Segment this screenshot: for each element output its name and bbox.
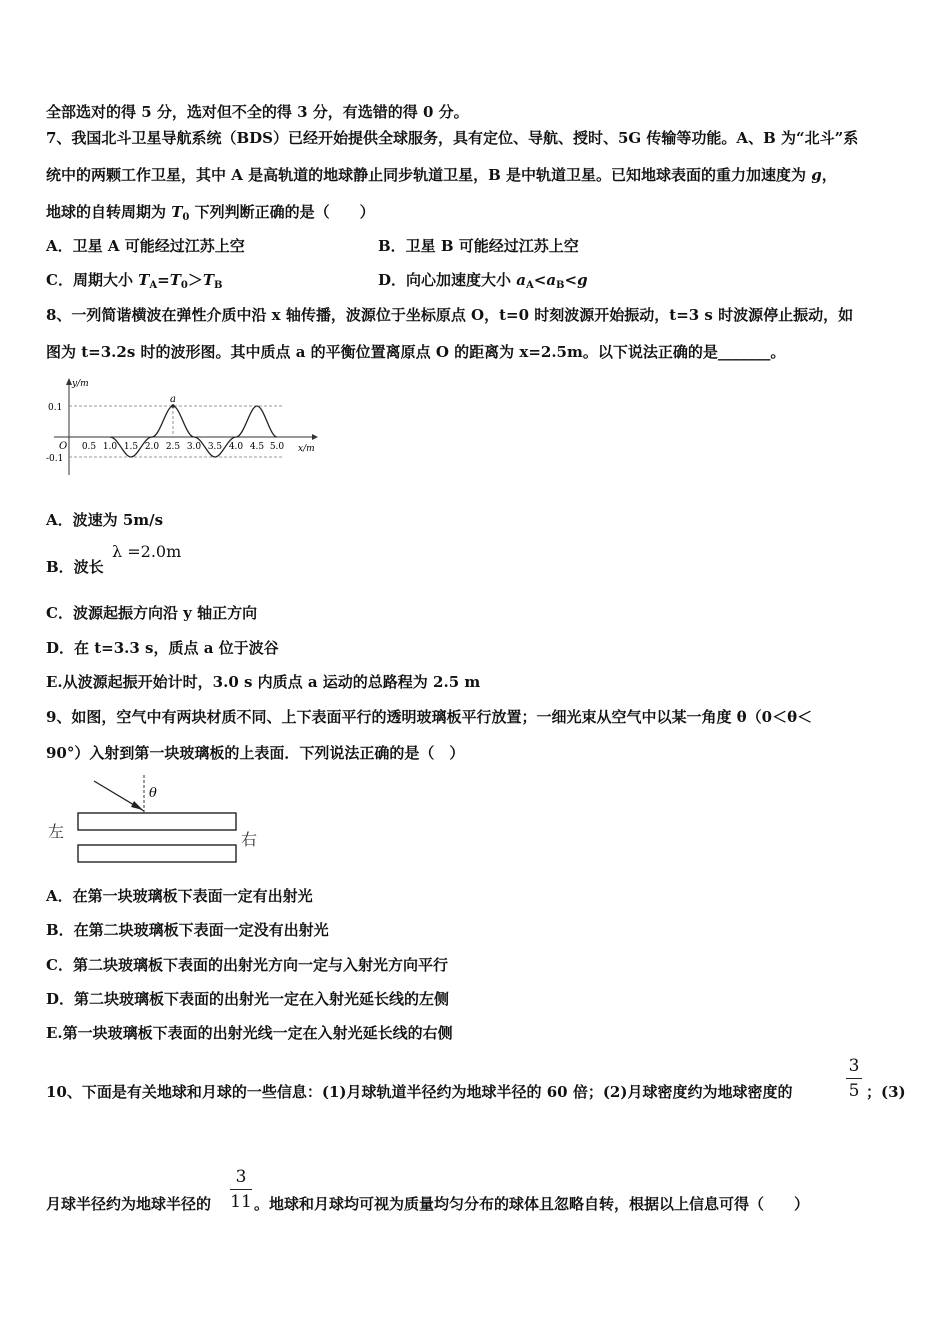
x-tick-2.5: 2.5 [165,442,181,452]
point-a-label: a [170,394,176,405]
x-tick-1.5: 1.5 [123,442,139,452]
q8-lambda-formula: λ =2.0m [112,542,182,561]
y-tick-neg: -0.1 [46,454,64,464]
x-tick-4.5: 4.5 [249,442,265,452]
q9-option-a: A．在第一块玻璃板下表面一定有出射光 [46,887,313,905]
glass-plate-2 [78,845,236,862]
x-tick-2.0: 2.0 [144,442,160,452]
origin-label: O [59,441,68,452]
q7-option-a: A．卫星 A 可能经过江苏上空 [46,237,245,255]
q9-option-d: D．第二块玻璃板下表面的出射光一定在入射光延长线的左侧 [46,990,450,1008]
ray-arrowhead [131,801,143,810]
q8-option-d: D．在 t=3.3 s，质点 a 位于波谷 [46,639,279,657]
x-tick-0.5: 0.5 [81,442,97,452]
q10-line-1-tail: ；(3) [866,1083,906,1101]
q8-wave-graph [44,375,319,480]
q8-stem-line-1: 8、一列简谐横波在弹性介质中沿 x 轴传播，波源位于坐标原点 O，t=0 时刻波源开始振动，t=3 s 时波源停止振动，如 [46,306,854,324]
q7-option-c: C．周期大小 $T_A=T_0>T_B$ [46,271,223,291]
q10-fraction-3-5: 3 5 [846,1056,862,1101]
q9-option-b: B．在第二块玻璃板下表面一定没有出射光 [46,921,329,939]
q9-glass-plates-figure [46,773,268,871]
q9-stem-line-1: 9、如图，空气中有两块材质不同、上下表面平行的透明玻璃板平行放置；一细光束从空气中以某一角度 θ（0＜θ＜ [46,708,813,726]
q10-fraction-3-11: 3 11 [230,1167,252,1212]
theta-label: θ [149,786,157,801]
x-tick-4.0: 4.0 [228,442,244,452]
right-label: 右 [241,830,258,849]
q7-option-d: D．向心加速度大小 $a_A<a_B<g$ [378,271,588,291]
x-axis-label: x/m [298,444,315,454]
intro-line: 全部选对的得 5 分，选对但不全的得 3 分，有选错的得 0 分。 [46,103,469,121]
x-tick-3.5: 3.5 [207,442,223,452]
x-tick-3.0: 3.0 [186,442,202,452]
q9-stem-line-2: 90°）入射到第一块玻璃板的上表面．下列说法正确的是（ ） [46,744,465,762]
q8-stem-line-2: 图为 t=3.2s 时的波形图。其中质点 a 的平衡位置离原点 O 的距离为 x=2.5m。以下说法正确的是_______。 [46,343,786,361]
q7-stem-line-2: 统中的两颗工作卫星，其中 A 是高轨道的地球静止同步轨道卫星，B 是中轨道卫星。已知地球表面的重力加速度为 g， [46,166,837,184]
q8-option-e: E.从波源起振开始计时，3.0 s 内质点 a 运动的总路程为 2.5 m [46,673,481,691]
q7-stem-line-3: 地球的自转周期为 $T_0$ 下列判断正确的是（ ） [46,203,375,223]
q10-stem-line-2-pre: 月球半径约为地球半径的 [46,1195,212,1213]
q7-option-b: B．卫星 B 可能经过江苏上空 [378,237,579,255]
left-label: 左 [48,822,65,841]
glass-plate-1 [78,813,236,830]
q9-option-e: E.第一块玻璃板下表面的出射光线一定在入射光延长线的右侧 [46,1024,453,1042]
x-tick-5.0: 5.0 [269,442,285,452]
q9-option-c: C．第二块玻璃板下表面的出射光方向一定与入射光方向平行 [46,956,448,974]
y-axis-label: y/m [72,379,89,389]
q8-option-a: A．波速为 5m/s [46,511,164,529]
q8-option-c: C．波源起振方向沿 y 轴正方向 [46,604,258,622]
y-tick-pos: 0.1 [48,403,63,413]
q7-stem-line-1: 7、我国北斗卫星导航系统（BDS）已经开始提供全球服务，具有定位、导航、授时、5G 传输等功能。A、B 为“北斗”系 [46,129,859,147]
q10-stem-line-1: 10、下面是有关地球和月球的一些信息：(1)月球轨道半径约为地球半径的 60 倍；(2)月球密度约为地球密度的 [46,1083,793,1101]
q8-option-b: B．波长 [46,558,104,576]
q10-stem-line-2-post: 。地球和月球均可视为质量均匀分布的球体且忽略自转，根据以上信息可得（ ） [254,1195,810,1213]
x-tick-1.0: 1.0 [102,442,118,452]
